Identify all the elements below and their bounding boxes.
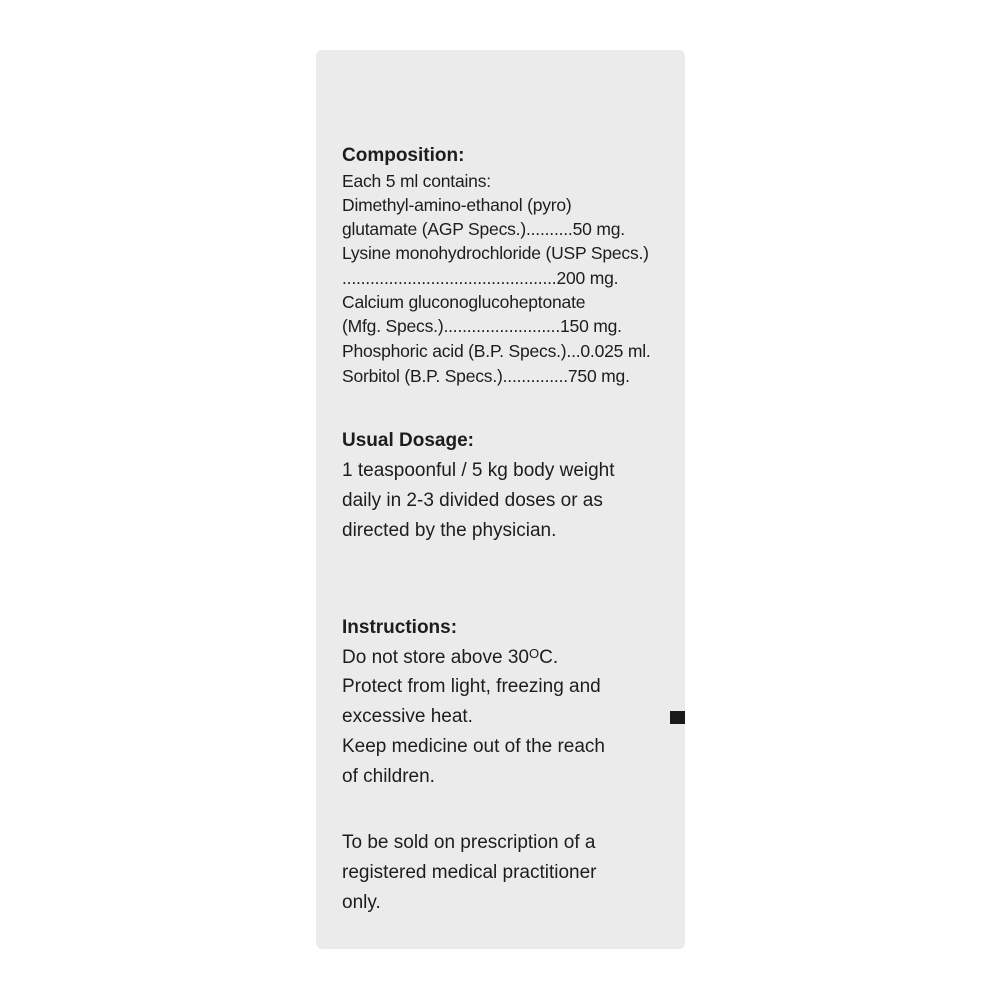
composition-line: ..............................................200 mg. — [342, 268, 619, 288]
composition-line: Sorbitol (B.P. Specs.)..............750 mg. — [342, 366, 630, 386]
instruction-line: Protect from light, freezing and — [342, 676, 601, 697]
instruction-line: excessive heat. — [342, 706, 473, 727]
degree-symbol: O — [528, 646, 540, 661]
dosage-line: directed by the physician. — [342, 520, 557, 541]
dosage-heading: Usual Dosage: — [342, 430, 474, 451]
prescription-line: only. — [342, 892, 381, 913]
dosage-line: daily in 2-3 divided doses or as — [342, 490, 603, 511]
prescription-line: To be sold on prescription of a — [342, 832, 596, 853]
composition-line: Phosphoric acid (B.P. Specs.)...0.025 ml. — [342, 341, 651, 361]
instruction-line: Keep medicine out of the reach — [342, 736, 606, 757]
storage-temperature-line — [342, 646, 558, 669]
prescription-line: registered medical practitioner — [342, 862, 597, 883]
composition-line: Lysine monohydrochloride (USP Specs.) — [342, 243, 649, 263]
temperature-unit: C. — [539, 647, 559, 668]
composition-heading: Composition: — [342, 145, 465, 166]
instruction-line: of children. — [342, 766, 435, 787]
composition-line: (Mfg. Specs.).........................150 mg. — [342, 316, 622, 336]
composition-line: Dimethyl-amino-ethanol (pyro) — [342, 195, 572, 215]
storage-temperature-text: Do not store above 30 — [342, 647, 529, 668]
composition-line: Calcium gluconoglucoheptonate — [342, 292, 586, 312]
instructions-heading: Instructions: — [342, 617, 458, 638]
composition-line: glutamate (AGP Specs.)..........50 mg. — [342, 219, 625, 239]
print-registration-mark — [670, 711, 685, 724]
dosage-line: 1 teaspoonful / 5 kg body weight — [342, 460, 615, 481]
composition-line: Each 5 ml contains: — [342, 171, 491, 191]
